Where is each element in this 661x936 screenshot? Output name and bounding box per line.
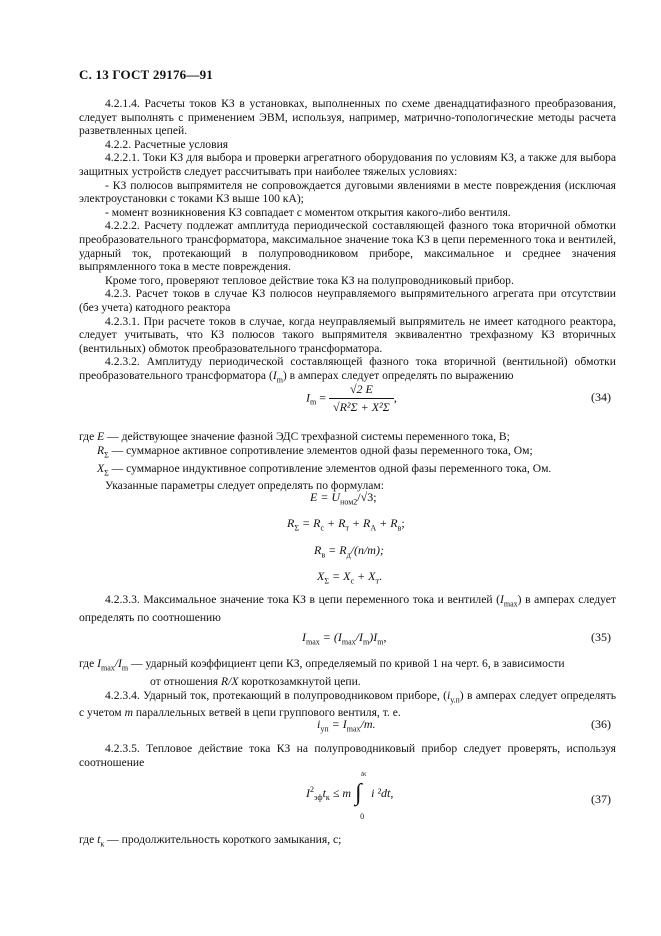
formula-text: I <box>306 390 310 405</box>
formula-text: , <box>383 630 387 644</box>
formula-sup: 2 <box>310 784 314 794</box>
paragraph: 4.2.3.5. Тепловое действие тока КЗ на полупроводниковый прибор следует проверять, используя соотношение <box>79 742 616 769</box>
symbol: I <box>97 657 102 670</box>
formula-36 <box>317 717 376 733</box>
formula-text: + R <box>351 516 371 530</box>
formula-sub: max <box>341 637 356 647</box>
formula-text: E = U <box>310 490 341 504</box>
text-run: где <box>79 833 95 846</box>
text-run: — продолжительность короткого замыкания, с; <box>107 833 342 846</box>
formula-35 <box>302 630 386 646</box>
equation-number: (35) <box>591 630 611 644</box>
formula-text: I <box>306 785 310 800</box>
formula-sub: Σ <box>294 523 299 533</box>
formula-sub: в <box>321 550 326 560</box>
formula-text: + R <box>327 516 346 530</box>
formula-sub: max <box>306 637 320 647</box>
symbol-sub: к <box>100 839 105 849</box>
body-text-mid <box>79 593 616 625</box>
text-run: от отношения <box>150 674 219 688</box>
paragraph <box>79 689 616 721</box>
formula-sub: c <box>320 523 324 533</box>
formula-sub: m <box>363 637 370 647</box>
formula-text: = <box>319 390 327 405</box>
symbol: E <box>97 430 105 443</box>
formula-text: I <box>302 630 306 644</box>
var: I <box>500 593 504 606</box>
where-line <box>79 675 616 689</box>
paragraph: 4.2.3.1. При расчете токов в случае, когда неуправляемый выпрямитель не имеет катодного реактора, следует учитывать, что КЗ полюсов такого выпрямителя эквивалентно трехфазному КЗ вторичных (вентильных) обмоток преобразовательного трансформатора. <box>79 314 616 355</box>
var-sub: max <box>503 599 518 609</box>
formula-sub: т <box>345 523 349 533</box>
fraction <box>329 382 394 415</box>
text-run: 4.2.3.4. Ударный ток, протекающий в полупроводниковом приборе, ( <box>105 688 448 702</box>
formula-E <box>310 490 377 506</box>
paragraph: Кроме того, проверяют тепловое действие тока КЗ на полупроводниковый прибор. <box>105 273 514 287</box>
formula-sub: Σ <box>324 576 329 586</box>
text-run: ) в амперах следует определять по соотношению <box>79 593 616 624</box>
formula-text: i ²dt, <box>371 785 394 800</box>
equation-number: (36) <box>591 717 611 731</box>
formula-text: ; <box>401 516 405 530</box>
formula-text: /m. <box>360 717 376 731</box>
formula-sub: А <box>370 523 377 533</box>
symbol: / <box>114 657 119 670</box>
formula-text: + X <box>357 569 376 583</box>
formula-text: t <box>322 785 326 800</box>
symbol-sub: m <box>121 663 129 673</box>
var: I <box>272 368 277 382</box>
where-block-2 <box>79 657 616 720</box>
text-run: 4.2.3.2. Амплитуду периодической составляющей фазного тока вторичной (вентильной) обмотки преобразовательного трансформатора ( <box>79 355 616 382</box>
symbol: R/X <box>221 674 239 688</box>
var-sub: m <box>276 375 283 385</box>
paragraph: 4.2.3. Расчет токов в случае КЗ полюсов неуправляемого выпрямительного агрегата при отсутствии (без учета) катодного реактора <box>79 287 616 314</box>
symbol: R <box>97 443 105 457</box>
paragraph: 4.2.1.4. Расчеты токов КЗ в установках, выполненных по схеме двенадцатифазного преобразования, следует выполнять с применением ЭВМ, используя, например, матрично-топологические методы расчета разветвленных цепей. <box>79 97 616 138</box>
text-run: где <box>79 657 95 670</box>
formula-text: = I <box>331 717 347 731</box>
formula-Rv <box>314 543 384 559</box>
text-run: — суммарное активное сопротивление элементов одной фазы переменного тока, Ом; <box>111 443 533 457</box>
paragraph: 4.2.2. Расчетные условия <box>105 137 229 151</box>
where-line <box>79 657 616 675</box>
where-block-1 <box>79 430 616 493</box>
paragraph: 4.2.2.2. Расчету подлежат амплитуда периодической составляющей фазного тока вторичной обмотки преобразовательного трансформатора, максимальное значение тока КЗ в цепи переменного тока и вентилей, ударный ток, протекающий в полупроводниковом приборе, максимальное и среднее значения выпрямленного тока в месте повреждения. <box>79 219 616 274</box>
integral-symbol: ∫ <box>355 780 362 806</box>
text-run: где <box>79 430 95 443</box>
text-run: ) в амперах следует определять по выражению <box>282 368 514 382</box>
formula-text: + R <box>379 516 398 530</box>
formula-sub: ном2 <box>340 497 358 507</box>
formula-text: R <box>314 543 322 557</box>
formula-text: = R <box>328 543 347 557</box>
paragraph: - момент возникновения КЗ совпадает с моментом открытия какого-либо вентиля. <box>105 205 511 219</box>
paragraph <box>79 593 616 625</box>
formula-sub: т <box>375 576 379 586</box>
formula-text: )I <box>369 630 378 644</box>
formula-R <box>287 516 405 532</box>
text-run: — суммарное индуктивное сопротивление элементов одной фазы переменного тока, Ом. <box>111 461 552 475</box>
page-header: С. 13 ГОСТ 29176—91 <box>79 67 213 82</box>
symbol: t <box>97 833 101 846</box>
paragraph: 4.2.2.1. Токи КЗ для выбора и проверки агрегатного оборудования по условиям КЗ, а также для выбора защитных устройств следует рассчитывать при наиболее тяжелых условиях: <box>79 151 616 178</box>
fraction-denominator: √R²Σ + X²Σ <box>333 400 390 414</box>
formula-text: /√3; <box>357 490 377 504</box>
formula-text: X <box>317 569 325 583</box>
text-run: — ударный коэффициент цепи КЗ, определяемый по кривой 1 на черт. 6, в зависимости <box>131 657 565 670</box>
formula-sub: эф <box>314 793 323 803</box>
where-line <box>79 833 616 851</box>
formula-text: , <box>393 390 397 405</box>
where-line <box>79 462 616 480</box>
var: i <box>447 688 451 702</box>
var-sub: у.п <box>450 694 460 704</box>
formula-text: ≤ m <box>332 785 352 800</box>
text-run: параллельных ветвей в цепи группового вентиля, т. е. <box>135 706 401 720</box>
formula-text: . <box>378 569 382 583</box>
formula-text: = X <box>332 569 351 583</box>
formula-sub: c <box>350 576 354 586</box>
formula-sub: д <box>346 550 351 560</box>
paragraph: - КЗ полюсов выпрямителя не сопровождается дуговыми явлениями в месте повреждения (исключая электроустановки с токами КЗ выше 100 кА); <box>79 178 616 206</box>
formula-text: /I <box>355 630 363 644</box>
formula-text: = R <box>302 516 321 530</box>
formula-sub: уп <box>320 724 329 734</box>
formula-text: R <box>287 516 295 530</box>
formula-sub: m <box>310 397 317 407</box>
text-run: 4.2.3.3. Максимальное значение тока КЗ в цепи переменного тока и вентилей ( <box>105 593 501 606</box>
formula-X <box>317 569 382 585</box>
formula-sub: к <box>325 793 330 803</box>
text-run: — действующее значение фазной ЭДС трехфазной системы переменного тока, В; <box>107 430 510 443</box>
formula-text: i <box>317 717 321 731</box>
symbol-sub: max <box>101 663 115 673</box>
symbol-sub: Σ <box>104 467 109 477</box>
where-block-3 <box>79 833 616 851</box>
symbol: X <box>97 461 105 475</box>
symbol: I <box>118 657 122 670</box>
formula-37 <box>306 770 394 821</box>
paragraph: Указанные параметры следует определять по формулам: <box>105 479 384 493</box>
equation-number: (37) <box>591 792 611 806</box>
formula-sub: в <box>397 523 402 533</box>
formula-text: = (I <box>322 630 342 644</box>
where-line <box>79 430 616 444</box>
text-run: ) в амперах следует определять с учетом <box>79 688 616 720</box>
body-text-top <box>79 97 616 387</box>
text-run: короткозамкнутой цепи. <box>241 674 361 688</box>
body-text-bottom <box>79 742 616 769</box>
equation-number: (34) <box>591 390 611 404</box>
where-line <box>79 444 616 462</box>
formula-34 <box>306 382 397 415</box>
formula-text: /(n/m); <box>350 543 384 557</box>
formula-sub: m <box>377 637 384 647</box>
fraction-numerator: √2 E <box>329 382 394 399</box>
integral-lower: 0 <box>360 812 365 821</box>
symbol-sub: Σ <box>104 449 109 459</box>
formula-sub: max <box>346 724 361 734</box>
integral-upper: tк <box>361 770 367 778</box>
integral-sign <box>354 770 368 821</box>
var: m <box>124 706 133 720</box>
